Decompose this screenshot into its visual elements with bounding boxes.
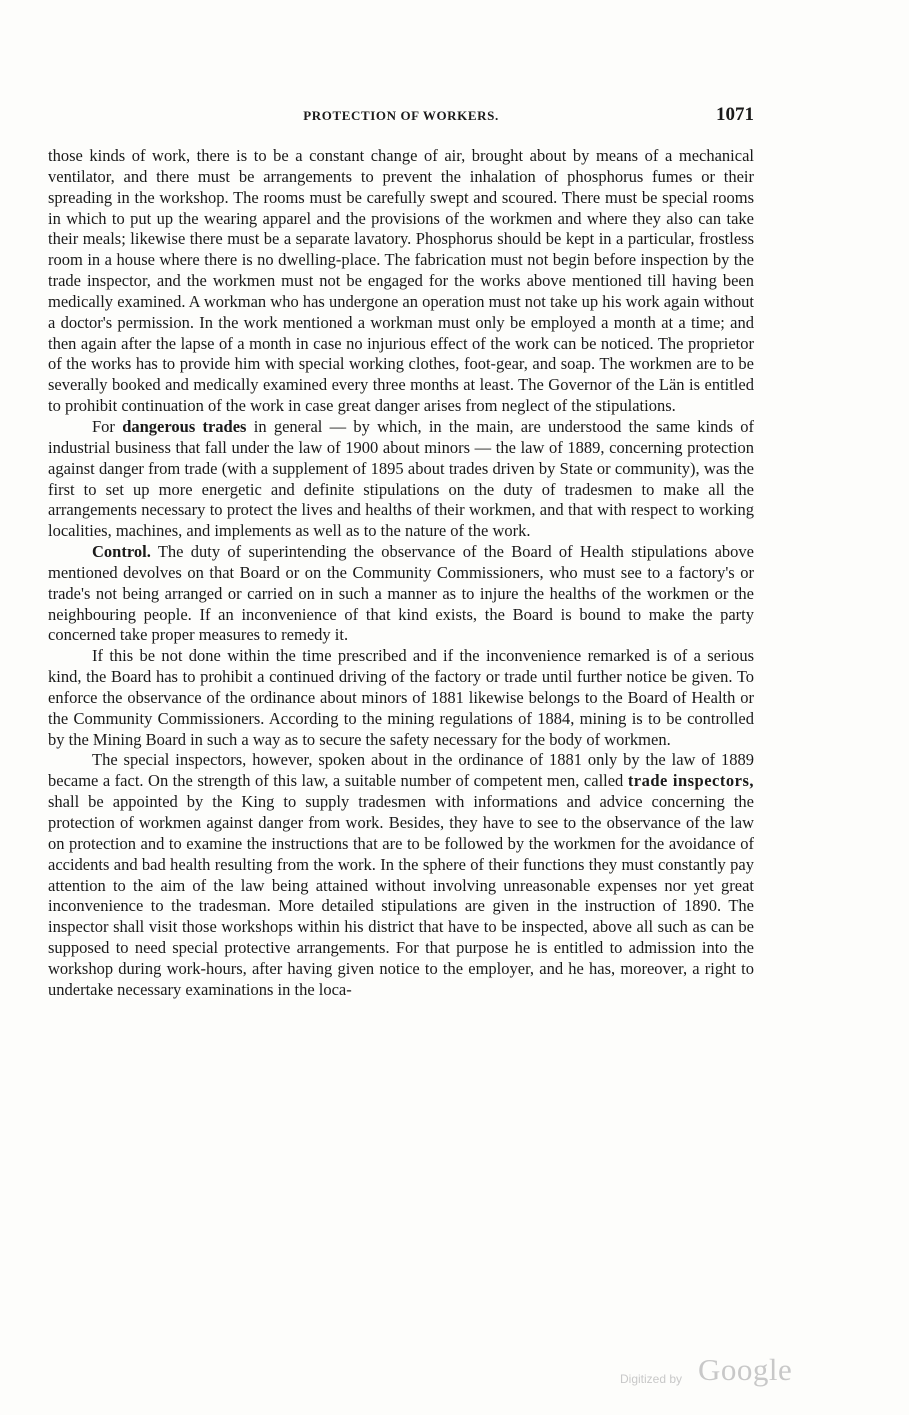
- paragraph-heading-trade-inspectors: trade inspectors,: [627, 771, 754, 791]
- paragraph-text: in general — by which, in the main, are understood the same kinds of industrial business that fall under the law of 1900 about minors — the law of 1889, concerning protection against danger from trade (with a supplement of 1895 about trades driven by State or community), was the first to set up more energetic and definite stipulations on the duty of tradesmen to make all the arrangements necessary to protect the lives and healths of their workmen, and that with respect to working localities, machines, and implements as well as to the nature of the work.: [48, 416, 755, 541]
- paragraph-control: [48, 542, 754, 646]
- paragraph-text: those kinds of work, there is to be a constant change of air, brought about by means of a mechanical ventilator, and there must be arrangements to prevent the inhalation of phosphorus fumes or their spreading in the workshop. The rooms must be carefully swept and scoured. There must be special rooms in which to put up the wearing apparel and the provisions of the workmen and where they also can take their meals; likewise there must be a separate lavatory. Phosphorus should be kept in a particular, frostless room in a house where there is no dwelling-place. The fabrication must not begin before inspection by the trade inspector, and the workmen must not be engaged for the works above mentioned till having been medically examined. A workman who has undergone an operation must not take up his work again without a doctor's permission. In the work mentioned a workman must only be employed a month at a time; and then again after the lapse of a month in case no injurious effect of the work can be noticed. The proprietor of the works has to provide him with special working clothes, foot-gear, and soap. The workmen are to be severally booked and medically examined every three months at least. The Governor of the Län is entitled to prohibit continuation of the work in case great danger arises from neglect of the stipulations.: [48, 146, 754, 416]
- paragraph-heading-control: Control.: [92, 542, 151, 562]
- paragraph-text: If this be not done within the time prescribed and if the inconvenience remarked is of a serious kind, the Board has to prohibit a continued driving of the factory or trade until further notice be given. To enforce the observance of the ordinance about minors of 1881 likewise belongs to the Board of Health or the Community Commissioners. According to the mining regulations of 1884, mining is to be controlled by the Mining Board in such a way as to secure the safety necessary for the body of workmen.: [48, 646, 754, 749]
- running-title: PROTECTION OF WORKERS.: [303, 108, 499, 123]
- watermark-prefix: Digitized by: [620, 1372, 683, 1386]
- page-number: 1071: [716, 104, 754, 125]
- paragraph-prefix: For: [92, 416, 123, 436]
- body-text: [48, 146, 754, 1001]
- running-header: [48, 104, 754, 128]
- paragraph-trade-inspectors: [48, 750, 754, 1000]
- paragraph-dangerous-trades: [48, 417, 754, 542]
- paragraph-prefix: The special inspectors, however, spoken about in the ordinance of 1881 only by the law of 1889 became a fact. On the strength of this law, a suitable number of competent men, called: [48, 750, 754, 791]
- paragraph-text: shall be appointed by the King to supply tradesmen with informations and advice concerning the protection of workmen against danger from work. Besides, they have to see to the observance of the law on protection and to examine the instructions that are to be followed by the workmen for the avoidance of accidents and bad health resulting from the work. In the sphere of their functions they must constantly pay attention to the aim of the law being attained without involving unreasonable expenses nor yet great inconvenience to the tradesman. More detailed stipulations are given in the instruction of 1890. The inspector shall visit those workshops within his district that have to be inspected, above all such as can be supposed to need special protective arrangements. For that purpose he is entitled to admission into the workshop during work-hours, after having given notice to the employer, and he has, moreover, a right to undertake necessary examinations in the loca-: [48, 792, 754, 999]
- paragraph-board-prohibition: [48, 646, 754, 750]
- paragraph-text: The duty of superintending the observance of the Board of Health stipulations above mentioned devolves on that Board or on the Community Commissioners, who must see to a factory's or trade's not being arranged or carried on in such a manner as to injure the healths of the workmen or the neighbouring people. If an inconvenience of that kind exists, the Board is bound to make the party concerned take proper measures to remedy it.: [48, 542, 754, 645]
- watermark-logo: Google: [698, 1352, 793, 1387]
- digitization-watermark: [620, 1352, 810, 1392]
- paragraph-phosphorus-works: [48, 146, 754, 417]
- paragraph-heading-dangerous-trades: dangerous trades: [122, 416, 247, 436]
